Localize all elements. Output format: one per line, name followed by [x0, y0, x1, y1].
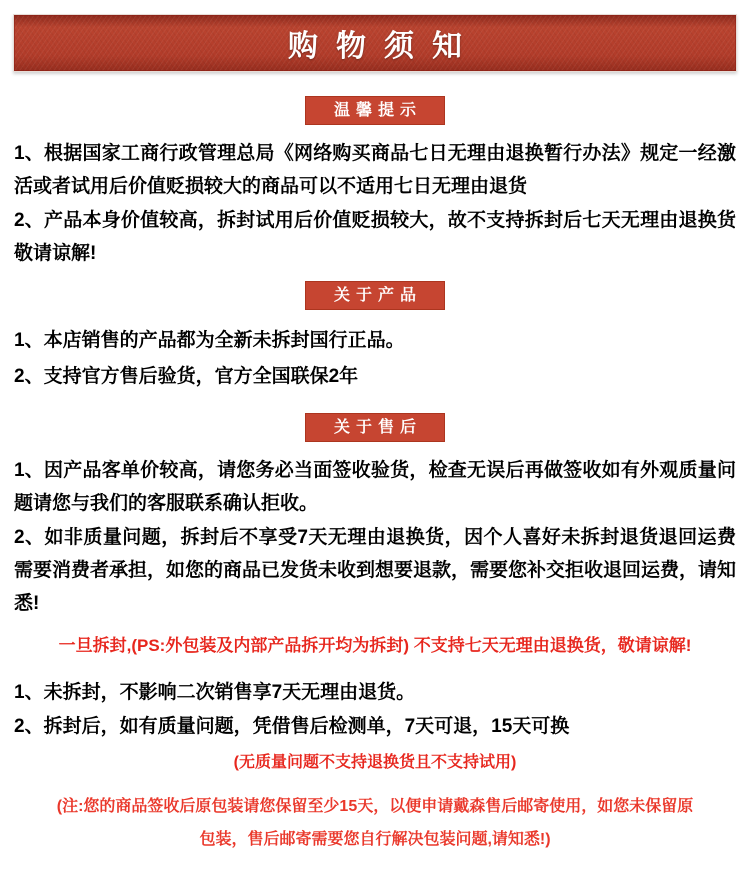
header-banner [13, 14, 737, 72]
section-badge-product: 关于产品 [305, 281, 445, 310]
packaging-note: (注:您的商品签收后原包装请您保留至少15天，以便申请戴森售后邮寄使用，如您未保留原包装，售后邮寄需要您自行解决包装问题,请知悉!) [56, 798, 694, 848]
page-title: 购物须知 [288, 30, 480, 63]
section-badge-tips: 温馨提示 [305, 96, 445, 125]
service-list [0, 454, 750, 620]
notice-item: 1、因产品客单价较高，请您务必当面签收验货，检查无误后再做签收如有外观质量问题请您与我们的客服联系确认拒收。 [14, 460, 736, 514]
shopping-notice-page [0, 14, 750, 874]
badge-row-service [0, 395, 750, 442]
notice-item: 2、支持官方售后验货，官方全国联保2年 [14, 366, 359, 387]
product-list [0, 323, 750, 394]
notice-item: 1、未拆封，不影响二次销售享7天无理由退货。 [14, 682, 416, 703]
no-trial-note: (无质量问题不支持退换货且不支持试用) [233, 754, 517, 771]
returns-list [0, 676, 750, 743]
tips-list [0, 137, 750, 270]
notice-item: 1、本店销售的产品都为全新未拆封国行正品。 [14, 330, 405, 351]
notice-item: 2、拆封后，如有质量问题，凭借售后检测单，7天可退，15天可换 [14, 716, 570, 737]
section-badge-service: 关于售后 [305, 413, 445, 442]
notice-item: 2、如非质量问题，拆封后不享受7天无理由退换货，因个人喜好未拆封退货退回运费需要消费者承担，如您的商品已发货未收到想要退款，需要您补交拒收退回运费，请知悉! [14, 527, 737, 614]
notice-item: 2、产品本身价值较高，拆封试用后价值贬损较大，故不支持拆封后七天无理由退换货敬请谅解! [14, 210, 736, 264]
unseal-warning-line: 一旦拆封,(PS:外包装及内部产品拆开均为拆封) 不支持七天无理由退换货，敬请谅解! [58, 636, 692, 655]
notice-item: 1、根据国家工商行政管理总局《网络购买商品七日无理由退换暂行办法》规定一经激活或者试用后价值贬损较大的商品可以不适用七日无理由退货 [14, 143, 736, 197]
badge-row-product [0, 271, 750, 310]
badge-row-tips [0, 72, 750, 125]
